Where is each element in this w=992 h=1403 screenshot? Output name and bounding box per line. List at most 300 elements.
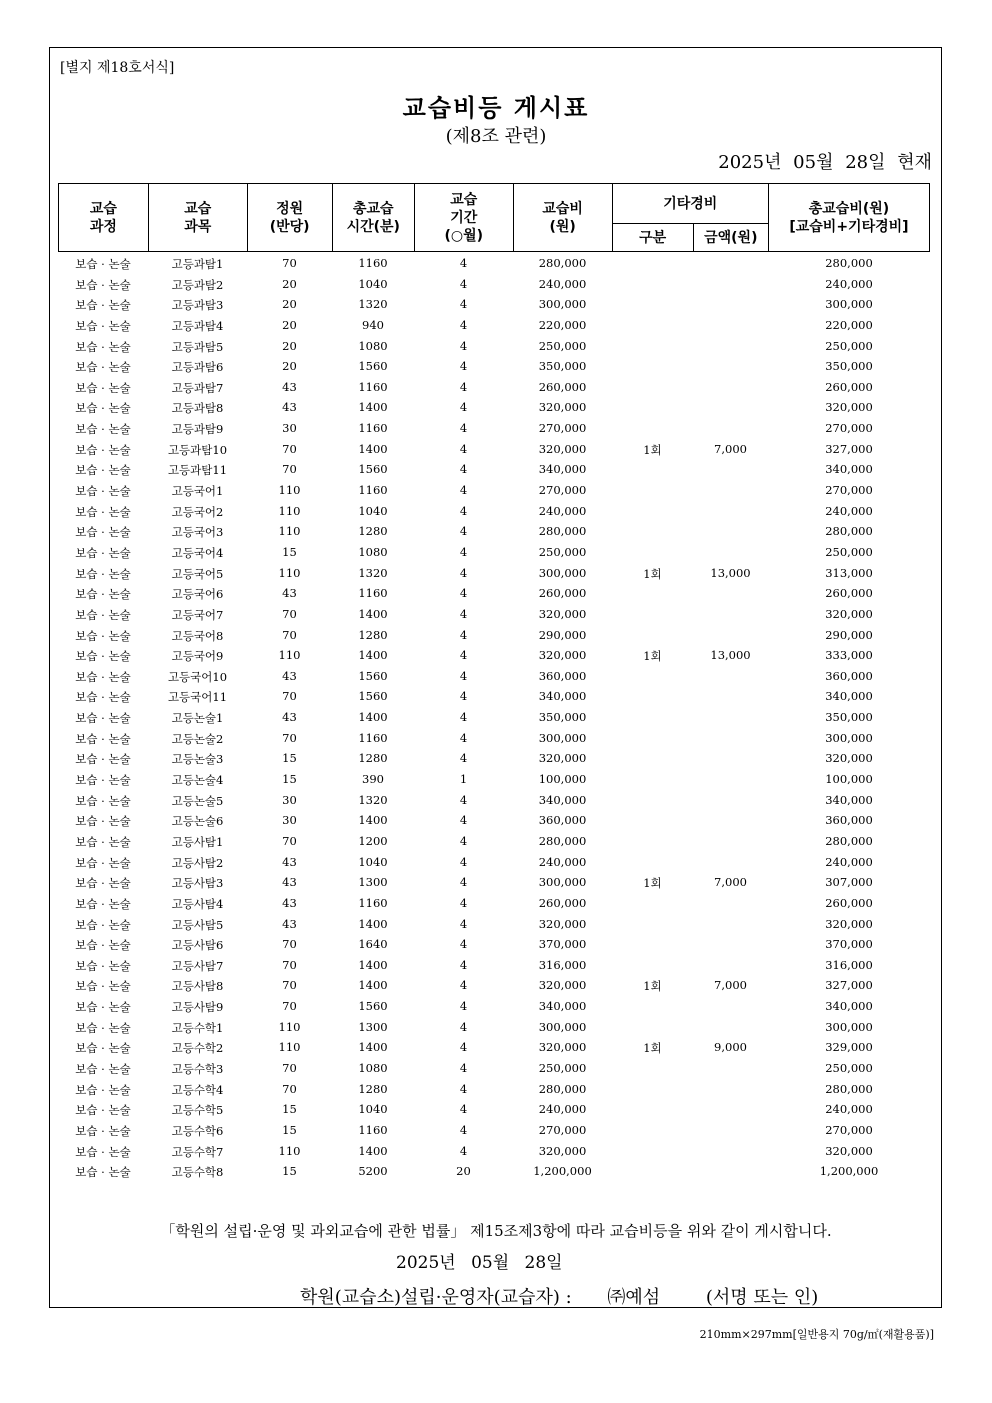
cell-course: 보습 · 논술 xyxy=(75,422,131,437)
cell-total-fee: 280,000 xyxy=(825,1081,873,1096)
cell-course: 보습 · 논술 xyxy=(75,1061,131,1076)
cell-course: 보습 · 논술 xyxy=(75,1165,131,1180)
cell-fee: 320,000 xyxy=(538,751,587,766)
cell-period: 4 xyxy=(459,792,468,807)
cell-period: 4 xyxy=(459,751,468,766)
cell-total-hours: 1160 xyxy=(358,730,388,745)
cell-subject: 고등국어5 xyxy=(171,566,224,581)
cell-subject: 고등수학4 xyxy=(171,1082,224,1097)
cell-period: 4 xyxy=(459,544,468,559)
cell-course: 보습 · 논술 xyxy=(75,979,131,994)
cell-total-fee: 280,000 xyxy=(825,833,873,848)
cell-total-hours: 1080 xyxy=(358,338,388,353)
table-row xyxy=(58,1079,930,1100)
cell-capacity: 110 xyxy=(278,1040,301,1055)
cell-fee: 320,000 xyxy=(538,1040,587,1055)
cell-subject: 고등사탐3 xyxy=(171,876,224,891)
signature-placeholder: (서명 또는 인) xyxy=(705,1287,819,1308)
cell-total-hours: 1400 xyxy=(358,648,388,663)
cell-fee: 370,000 xyxy=(538,937,587,952)
cell-period: 4 xyxy=(459,276,468,291)
cell-total-fee: 220,000 xyxy=(825,317,873,332)
table-row xyxy=(58,1141,930,1162)
cell-fee: 1,200,000 xyxy=(533,1164,592,1179)
cell-other-type: 1회 xyxy=(643,979,662,994)
cell-subject: 고등과탐10 xyxy=(167,442,228,457)
cell-total-hours: 1560 xyxy=(358,359,388,374)
cell-total-hours: 1040 xyxy=(358,854,388,869)
cell-period: 4 xyxy=(459,833,468,848)
cell-total-fee: 260,000 xyxy=(825,586,873,601)
cell-fee: 240,000 xyxy=(538,503,587,518)
cell-course: 보습 · 논술 xyxy=(75,731,131,746)
table-row xyxy=(58,666,930,687)
cell-total-fee: 333,000 xyxy=(825,648,873,663)
header-fee: 교습비 (원) xyxy=(513,184,612,252)
table-row xyxy=(58,1099,930,1120)
cell-total-hours: 1560 xyxy=(358,689,388,704)
cell-capacity: 20 xyxy=(282,317,297,332)
cell-period: 4 xyxy=(459,957,468,972)
table-row xyxy=(58,955,930,976)
cell-subject: 고등사탐6 xyxy=(171,938,224,953)
cell-capacity: 43 xyxy=(282,379,297,394)
cell-total-hours: 1400 xyxy=(358,916,388,931)
cell-fee: 340,000 xyxy=(538,689,587,704)
cell-course: 보습 · 논술 xyxy=(75,711,131,726)
cell-other-amount: 13,000 xyxy=(710,648,751,663)
cell-total-fee: 300,000 xyxy=(825,730,873,745)
table-row xyxy=(58,1017,930,1038)
cell-capacity: 20 xyxy=(282,297,297,312)
cell-other-type: 1회 xyxy=(643,1041,662,1056)
cell-fee: 270,000 xyxy=(538,421,587,436)
cell-total-hours: 1160 xyxy=(358,379,388,394)
cell-total-hours: 1400 xyxy=(358,400,388,415)
cell-total-hours: 1160 xyxy=(358,586,388,601)
cell-course: 보습 · 논술 xyxy=(75,257,131,271)
cell-total-hours: 1400 xyxy=(358,813,388,828)
cell-total-fee: 320,000 xyxy=(825,1143,873,1158)
table-row xyxy=(58,377,930,398)
cell-capacity: 110 xyxy=(278,1143,301,1158)
cell-subject: 고등수학5 xyxy=(171,1103,224,1118)
cell-capacity: 30 xyxy=(282,813,297,828)
cell-total-fee: 260,000 xyxy=(825,895,873,910)
cell-course: 보습 · 논술 xyxy=(75,380,131,395)
cell-total-hours: 940 xyxy=(362,317,384,332)
cell-subject: 고등논술5 xyxy=(171,793,224,808)
table-row xyxy=(58,728,930,749)
cell-total-fee: 280,000 xyxy=(825,256,873,270)
table-row xyxy=(58,501,930,522)
cell-capacity: 70 xyxy=(282,937,297,952)
cell-period: 4 xyxy=(459,1102,468,1117)
cell-fee: 270,000 xyxy=(538,1122,587,1137)
table-row xyxy=(58,625,930,646)
cell-period: 4 xyxy=(459,338,468,353)
cell-subject: 고등수학1 xyxy=(171,1020,224,1035)
cell-course: 보습 · 논술 xyxy=(75,587,131,602)
cell-subject: 고등수학2 xyxy=(171,1041,224,1056)
cell-total-fee: 320,000 xyxy=(825,400,873,415)
cell-subject: 고등국어1 xyxy=(171,484,224,499)
cell-subject: 고등논술6 xyxy=(171,814,224,829)
cell-period: 4 xyxy=(459,317,468,332)
cell-fee: 340,000 xyxy=(538,999,587,1014)
cell-total-fee: 300,000 xyxy=(825,297,873,312)
cell-total-fee: 320,000 xyxy=(825,606,873,621)
cell-total-hours: 1400 xyxy=(358,957,388,972)
cell-course: 보습 · 논술 xyxy=(75,607,131,622)
cell-total-hours: 390 xyxy=(362,772,384,787)
cell-capacity: 15 xyxy=(282,1122,297,1137)
cell-period: 4 xyxy=(459,379,468,394)
cell-subject: 고등국어3 xyxy=(171,525,224,540)
cell-capacity: 15 xyxy=(282,772,297,787)
cell-period: 4 xyxy=(459,1122,468,1137)
cell-fee: 260,000 xyxy=(538,586,587,601)
cell-capacity: 15 xyxy=(282,1102,297,1117)
cell-subject: 고등국어6 xyxy=(171,587,224,602)
cell-total-hours: 1560 xyxy=(358,999,388,1014)
table-row xyxy=(58,253,930,274)
cell-total-hours: 1160 xyxy=(358,483,388,498)
cell-period: 4 xyxy=(459,916,468,931)
cell-course: 보습 · 논술 xyxy=(75,504,131,519)
table-row xyxy=(58,852,930,873)
cell-fee: 300,000 xyxy=(538,565,587,580)
cell-period: 4 xyxy=(459,1143,468,1158)
cell-fee: 240,000 xyxy=(538,1102,587,1117)
table-row xyxy=(58,583,930,604)
cell-total-fee: 250,000 xyxy=(825,1060,873,1075)
cell-period: 4 xyxy=(459,503,468,518)
cell-course: 보습 · 논술 xyxy=(75,1144,131,1159)
cell-subject: 고등과탐11 xyxy=(167,463,228,478)
cell-total-hours: 1080 xyxy=(358,1060,388,1075)
cell-subject: 고등수학7 xyxy=(171,1144,224,1159)
paper-spec: 210mm×297mm[일반용지 70g/㎡(재활용품)] xyxy=(699,1328,934,1341)
table-row xyxy=(58,975,930,996)
cell-subject: 고등국어10 xyxy=(167,669,228,684)
cell-subject: 고등과탐3 xyxy=(171,298,224,313)
cell-course: 보습 · 논술 xyxy=(75,649,131,664)
cell-period: 4 xyxy=(459,1019,468,1034)
cell-period: 4 xyxy=(459,875,468,890)
cell-fee: 250,000 xyxy=(538,338,587,353)
cell-course: 보습 · 논술 xyxy=(75,1000,131,1015)
cell-other-type: 1회 xyxy=(643,566,662,581)
cell-total-fee: 340,000 xyxy=(825,792,873,807)
header-period: 교습 기간 (○월) xyxy=(414,184,513,252)
cell-total-hours: 1280 xyxy=(358,1081,388,1096)
cell-period: 4 xyxy=(459,483,468,498)
cell-course: 보습 · 논술 xyxy=(75,401,131,416)
cell-total-hours: 1200 xyxy=(358,833,388,848)
table-row xyxy=(58,418,930,439)
cell-total-fee: 270,000 xyxy=(825,1122,873,1137)
cell-course: 보습 · 논술 xyxy=(75,669,131,684)
header-other-expenses: 기타경비 xyxy=(612,184,768,224)
table-row xyxy=(58,645,930,666)
cell-total-hours: 1320 xyxy=(358,565,388,580)
cell-capacity: 43 xyxy=(282,916,297,931)
cell-course: 보습 · 논술 xyxy=(75,855,131,870)
cell-other-amount: 9,000 xyxy=(714,1040,747,1055)
cell-total-hours: 1320 xyxy=(358,297,388,312)
cell-course: 보습 · 논술 xyxy=(75,1103,131,1118)
cell-subject: 고등국어9 xyxy=(171,649,224,664)
cell-subject: 고등사탐4 xyxy=(171,896,224,911)
cell-period: 4 xyxy=(459,565,468,580)
cell-capacity: 70 xyxy=(282,689,297,704)
header-subject: 교습 과목 xyxy=(148,184,247,252)
cell-capacity: 15 xyxy=(282,1164,297,1179)
cell-total-hours: 1400 xyxy=(358,441,388,456)
cell-course: 보습 · 논술 xyxy=(75,525,131,540)
table-row xyxy=(58,294,930,315)
cell-fee: 320,000 xyxy=(538,606,587,621)
cell-course: 보습 · 논술 xyxy=(75,442,131,457)
cell-other-amount: 7,000 xyxy=(714,875,747,890)
cell-fee: 300,000 xyxy=(538,1019,587,1034)
table-row xyxy=(58,439,930,460)
cell-capacity: 70 xyxy=(282,256,297,270)
table-row xyxy=(58,872,930,893)
cell-fee: 100,000 xyxy=(538,772,587,787)
cell-total-fee: 240,000 xyxy=(825,276,873,291)
page-subtitle: (제8조 관련) xyxy=(445,126,547,147)
cell-total-fee: 260,000 xyxy=(825,379,873,394)
table-row xyxy=(58,686,930,707)
cell-capacity: 70 xyxy=(282,730,297,745)
cell-course: 보습 · 논술 xyxy=(75,1123,131,1138)
header-course: 교습 과정 xyxy=(59,184,149,252)
cell-total-fee: 360,000 xyxy=(825,813,873,828)
cell-total-fee: 250,000 xyxy=(825,338,873,353)
table-row xyxy=(58,934,930,955)
cell-course: 보습 · 논술 xyxy=(75,463,131,478)
cell-capacity: 70 xyxy=(282,606,297,621)
cell-other-amount: 7,000 xyxy=(714,978,747,993)
cell-subject: 고등논술1 xyxy=(171,711,224,726)
cell-capacity: 110 xyxy=(278,648,301,663)
cell-fee: 316,000 xyxy=(538,957,587,972)
cell-fee: 280,000 xyxy=(538,256,587,270)
cell-other-type: 1회 xyxy=(643,876,662,891)
cell-capacity: 43 xyxy=(282,668,297,683)
page-title: 교습비등 게시표 xyxy=(402,94,590,122)
table-row xyxy=(58,336,930,357)
cell-period: 4 xyxy=(459,813,468,828)
cell-capacity: 15 xyxy=(282,751,297,766)
table-row xyxy=(58,707,930,728)
cell-fee: 300,000 xyxy=(538,730,587,745)
cell-total-fee: 280,000 xyxy=(825,524,873,539)
cell-capacity: 110 xyxy=(278,1019,301,1034)
table-row xyxy=(58,790,930,811)
signer-name: ㈜예섬 xyxy=(607,1287,661,1308)
cell-total-fee: 340,000 xyxy=(825,999,873,1014)
cell-course: 보습 · 논술 xyxy=(75,339,131,354)
cell-course: 보습 · 논술 xyxy=(75,938,131,953)
cell-total-fee: 240,000 xyxy=(825,503,873,518)
as-of-date: 2025년 05월 28일 현재 xyxy=(718,152,932,173)
cell-fee: 350,000 xyxy=(538,359,587,374)
cell-subject: 고등국어11 xyxy=(167,690,228,705)
table-row xyxy=(58,1120,930,1141)
cell-total-hours: 1160 xyxy=(358,256,388,270)
cell-total-hours: 1280 xyxy=(358,627,388,642)
cell-fee: 220,000 xyxy=(538,317,587,332)
cell-course: 보습 · 논술 xyxy=(75,814,131,829)
cell-capacity: 15 xyxy=(282,544,297,559)
cell-total-fee: 327,000 xyxy=(825,441,873,456)
cell-period: 4 xyxy=(459,648,468,663)
table-row xyxy=(58,996,930,1017)
cell-period: 4 xyxy=(459,854,468,869)
cell-period: 4 xyxy=(459,1040,468,1055)
cell-total-fee: 270,000 xyxy=(825,483,873,498)
cell-period: 4 xyxy=(459,524,468,539)
cell-subject: 고등과탐4 xyxy=(171,318,224,333)
table-row xyxy=(58,1058,930,1079)
cell-capacity: 43 xyxy=(282,586,297,601)
cell-capacity: 43 xyxy=(282,400,297,415)
cell-capacity: 70 xyxy=(282,999,297,1014)
table-row xyxy=(58,748,930,769)
table-row xyxy=(58,1037,930,1058)
cell-capacity: 70 xyxy=(282,833,297,848)
cell-fee: 260,000 xyxy=(538,895,587,910)
cell-total-fee: 290,000 xyxy=(825,627,873,642)
table-row xyxy=(58,397,930,418)
cell-course: 보습 · 논술 xyxy=(75,1041,131,1056)
cell-fee: 340,000 xyxy=(538,462,587,477)
table-row xyxy=(58,459,930,480)
cell-subject: 고등과탐2 xyxy=(171,277,224,292)
cell-fee: 320,000 xyxy=(538,441,587,456)
cell-total-fee: 360,000 xyxy=(825,668,873,683)
cell-total-fee: 100,000 xyxy=(825,772,873,787)
cell-subject: 고등사탐1 xyxy=(171,834,224,849)
cell-total-hours: 1280 xyxy=(358,524,388,539)
cell-period: 4 xyxy=(459,421,468,436)
cell-subject: 고등과탐7 xyxy=(171,380,224,395)
cell-course: 보습 · 논술 xyxy=(75,484,131,499)
cell-total-hours: 1160 xyxy=(358,421,388,436)
cell-capacity: 110 xyxy=(278,503,301,518)
cell-period: 20 xyxy=(456,1164,471,1179)
cell-period: 4 xyxy=(459,256,468,270)
table-row xyxy=(58,604,930,625)
cell-period: 4 xyxy=(459,1081,468,1096)
cell-period: 4 xyxy=(459,710,468,725)
cell-course: 보습 · 논술 xyxy=(75,896,131,911)
cell-capacity: 70 xyxy=(282,627,297,642)
cell-total-fee: 327,000 xyxy=(825,978,873,993)
cell-subject: 고등수학8 xyxy=(171,1165,224,1180)
cell-fee: 240,000 xyxy=(538,854,587,869)
cell-capacity: 43 xyxy=(282,710,297,725)
cell-total-hours: 1080 xyxy=(358,544,388,559)
cell-period: 1 xyxy=(459,772,468,787)
cell-subject: 고등수학6 xyxy=(171,1123,224,1138)
cell-capacity: 30 xyxy=(282,421,297,436)
cell-other-type: 1회 xyxy=(643,649,662,664)
cell-total-fee: 270,000 xyxy=(825,421,873,436)
cell-fee: 350,000 xyxy=(538,710,587,725)
cell-course: 보습 · 논술 xyxy=(75,690,131,705)
cell-total-hours: 1400 xyxy=(358,978,388,993)
cell-fee: 360,000 xyxy=(538,813,587,828)
table-row xyxy=(58,893,930,914)
table-row xyxy=(58,1161,930,1182)
cell-period: 4 xyxy=(459,400,468,415)
cell-total-hours: 1300 xyxy=(358,875,388,890)
cell-fee: 290,000 xyxy=(538,627,587,642)
cell-course: 보습 · 논술 xyxy=(75,545,131,560)
cell-subject: 고등논술2 xyxy=(171,731,224,746)
cell-fee: 260,000 xyxy=(538,379,587,394)
cell-total-fee: 350,000 xyxy=(825,710,873,725)
table-row xyxy=(58,315,930,336)
cell-total-fee: 316,000 xyxy=(825,957,873,972)
cell-fee: 320,000 xyxy=(538,400,587,415)
cell-subject: 고등과탐9 xyxy=(171,422,224,437)
cell-total-fee: 250,000 xyxy=(825,544,873,559)
cell-course: 보습 · 논술 xyxy=(75,318,131,333)
cell-total-hours: 1320 xyxy=(358,792,388,807)
cell-period: 4 xyxy=(459,937,468,952)
cell-course: 보습 · 논술 xyxy=(75,566,131,581)
header-other-type: 구분 xyxy=(612,224,693,252)
cell-subject: 고등국어7 xyxy=(171,607,224,622)
cell-total-fee: 1,200,000 xyxy=(819,1164,879,1179)
cell-fee: 320,000 xyxy=(538,978,587,993)
table-row xyxy=(58,914,930,935)
cell-capacity: 70 xyxy=(282,957,297,972)
cell-course: 보습 · 논술 xyxy=(75,1020,131,1035)
cell-capacity: 110 xyxy=(278,565,301,580)
cell-course: 보습 · 논술 xyxy=(75,628,131,643)
cell-total-hours: 1040 xyxy=(358,276,388,291)
cell-capacity: 110 xyxy=(278,483,301,498)
cell-period: 4 xyxy=(459,462,468,477)
cell-period: 4 xyxy=(459,689,468,704)
cell-fee: 250,000 xyxy=(538,544,587,559)
cell-period: 4 xyxy=(459,1060,468,1075)
cell-capacity: 20 xyxy=(282,276,297,291)
cell-fee: 240,000 xyxy=(538,276,587,291)
cell-subject: 고등논술4 xyxy=(171,773,224,788)
cell-subject: 고등수학3 xyxy=(171,1061,224,1076)
cell-fee: 280,000 xyxy=(538,833,587,848)
cell-capacity: 30 xyxy=(282,792,297,807)
cell-fee: 300,000 xyxy=(538,297,587,312)
table-row xyxy=(58,356,930,377)
cell-capacity: 43 xyxy=(282,875,297,890)
cell-total-hours: 5200 xyxy=(358,1164,388,1179)
cell-total-hours: 1160 xyxy=(358,1122,388,1137)
cell-subject: 고등사탐7 xyxy=(171,958,224,973)
cell-total-fee: 320,000 xyxy=(825,916,873,931)
cell-capacity: 70 xyxy=(282,441,297,456)
cell-course: 보습 · 논술 xyxy=(75,298,131,313)
cell-capacity: 70 xyxy=(282,978,297,993)
cell-total-fee: 300,000 xyxy=(825,1019,873,1034)
